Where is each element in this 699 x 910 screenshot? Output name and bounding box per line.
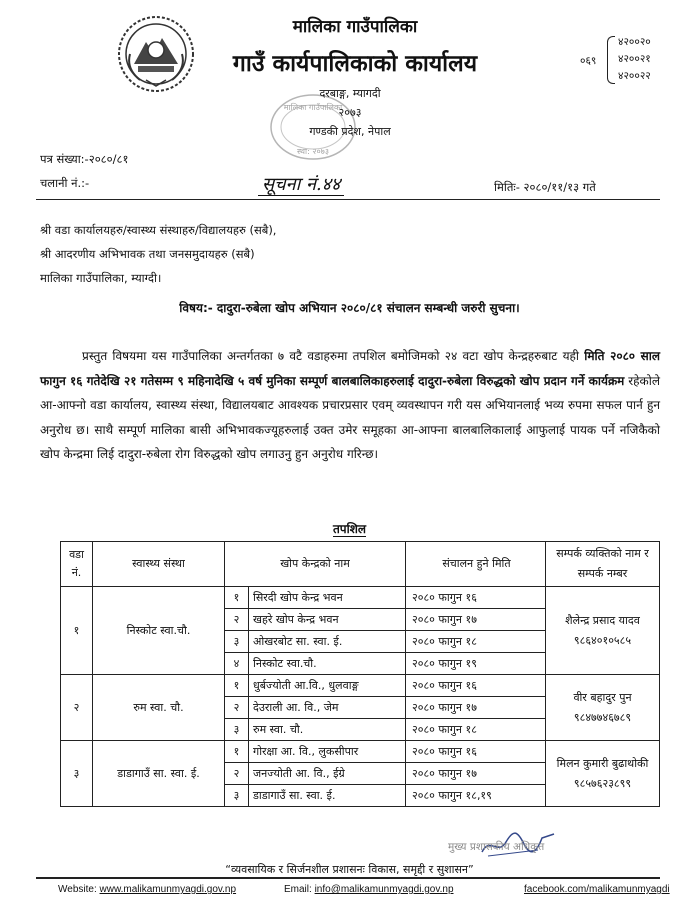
email-label: Email: <box>284 884 312 895</box>
center-name: ओखरबोट सा. स्वा. ई. <box>249 631 406 653</box>
ward-number: १ <box>61 587 93 675</box>
header-ward: वडा नं. <box>61 542 93 587</box>
health-institution: निस्कोट स्वा.चौ. <box>93 587 225 675</box>
government-emblem-icon <box>116 14 196 94</box>
serial-number: ३ <box>225 785 249 807</box>
body-text-part2: रहेकोले आ-आफ्नो वडा कार्यालय, स्वास्थ्य संस्था, विद्यालयबाट आवश्यक प्रचारप्रसार एवम् व्यवस्थापन गरी यस अभियानलाई भव्य रुपमा सफल पार्न हुन अनुरोध छ। साथै सम्पूर्ण मालिका बासी अभिभावकज्यूहरुलाई उक्त उमेर समूहका आ-आफ्ना बालबालिकालाई आफुलाई पायक पर्ने नजिकैको खोप केन्द्रमा लिई दादुरा-रुबेला रोग विरुद्धको खोप लगाउनु हुन अनुरोध गरिन्छ। <box>40 373 660 461</box>
session-date: २०८० फागुन १६ <box>406 741 546 763</box>
office-name: गाउँ कार्यपालिकाको कार्यालय <box>232 51 478 77</box>
notice-number <box>258 172 344 196</box>
website-label: Website: <box>58 884 97 895</box>
table-row <box>61 741 660 763</box>
center-name: देउराली आ. वि., जेम <box>249 697 406 719</box>
center-name: गोरक्षा आ. वि., लुकसीपार <box>249 741 406 763</box>
website-link[interactable]: www.malikamunmyagdi.gov.np <box>99 884 237 895</box>
letter-number: पत्र संख्या:-२०८०/८१ <box>40 152 129 166</box>
phone-prefix: ०६९ <box>580 55 597 67</box>
contact-phone: ९८६४०१०५८५ <box>573 633 632 647</box>
serial-number: ३ <box>225 719 249 741</box>
footer-divider <box>36 877 660 879</box>
health-institution: डाडागाउँ सा. स्वा. ई. <box>93 741 225 807</box>
serial-number: १ <box>225 675 249 697</box>
facebook-link[interactable]: facebook.com/malikamunmyagdi <box>524 884 670 895</box>
serial-number: ३ <box>225 631 249 653</box>
contact-name: शैलेन्द्र प्रसाद यादव <box>565 613 640 627</box>
address-line-2: २०७३ <box>338 106 362 119</box>
session-date: २०८० फागुन १७ <box>406 763 546 785</box>
header-center: खोप केन्द्रको नाम <box>225 542 406 587</box>
center-name: डाडागाउँ सा. स्वा. ई. <box>249 785 406 807</box>
table-title <box>0 520 699 537</box>
notice-number-text: सूचना नं.४४ <box>258 174 344 196</box>
footer-facebook <box>524 884 670 895</box>
center-name: रुम स्वा. चौ. <box>249 719 406 741</box>
seal-year: स्था: २०७३ <box>296 147 330 156</box>
table-header-row <box>61 542 660 587</box>
contact-cell <box>546 741 660 807</box>
body-text-part1: प्रस्तुत विषयमा यस गाउँपालिका अन्तर्गतका ७ वटै वडाहरुमा तपशिल बमोजिमको २४ वटा खोप केन्द्रहरुबाट यही <box>82 349 585 363</box>
recipient-line: श्री आदरणीय अभिभावक तथा जनसमुदायहरु (सबै) <box>40 247 255 261</box>
recipient-line: श्री वडा कार्यालयहरु/स्वास्थ्य संस्थाहरु/विद्यालयहरु (सबै), <box>40 223 277 237</box>
table-row <box>61 587 660 609</box>
center-name: निस्कोट स्वा.चौ. <box>249 653 406 675</box>
header-institution: स्वास्थ्य संस्था <box>93 542 225 587</box>
ward-number: ३ <box>61 741 93 807</box>
header-date: संचालन हुने मिति <box>406 542 546 587</box>
center-name: सिरदी खोप केन्द्र भवन <box>249 587 406 609</box>
center-name: खहरे खोप केन्द्र भवन <box>249 609 406 631</box>
phone-brace <box>607 36 615 84</box>
phone-number: ४२००२२ <box>618 70 651 82</box>
serial-number: ४ <box>225 653 249 675</box>
session-date: २०८० फागुन १९ <box>406 653 546 675</box>
header-contact: सम्पर्क व्यक्तिको नाम र सम्पर्क नम्बर <box>546 542 660 587</box>
center-name: धुर्बज्योती आ.वि., धुलवाङ्ग <box>249 675 406 697</box>
contact-phone: ९८५७६२३८९९ <box>573 776 632 790</box>
body-text-bold: मिति २०८० साल फागुन १६ गतेदेखि २१ गतेसम्म ९ महिनादेखि ५ वर्ष मुनिका सम्पूर्ण बालबालिकाहरुलाई दादुरा-रुबेला विरुद्धको खोप प्रदान गर्ने कार्यक्रम <box>40 349 661 388</box>
contact-name: मिलन कुमारी बुढाथोकी <box>556 756 649 770</box>
body-paragraph <box>40 344 660 467</box>
session-date: २०८० फागुन १६ <box>406 587 546 609</box>
session-date: २०८० फागुन १८ <box>406 631 546 653</box>
org-name: मालिका गाउँपालिका <box>292 17 418 37</box>
serial-number: १ <box>225 741 249 763</box>
address-line-3: गण्डकी प्रदेश, नेपाल <box>309 125 391 138</box>
stamp-text: मुख्य प्रशासकीय अधिकृत <box>448 841 545 853</box>
health-institution: रुम स्वा. चौ. <box>93 675 225 741</box>
contact-cell <box>546 675 660 741</box>
dispatch-number: चलानी नं.:- <box>40 176 90 190</box>
footer-website <box>58 884 236 895</box>
phone-number: ४२००२१ <box>618 53 651 65</box>
divider <box>36 199 660 200</box>
serial-number: १ <box>225 587 249 609</box>
session-date: २०८० फागुन १७ <box>406 697 546 719</box>
letter-date: मितिः- २०८०/११/१३ गते <box>494 180 596 194</box>
table-title-text: तपशिल <box>332 522 367 536</box>
recipients <box>40 218 276 290</box>
contact-cell <box>546 587 660 675</box>
seal-text: मालिका गाउँपालिका <box>283 103 343 112</box>
motto: “व्यवसायिक र सिर्जनशील प्रशासनः विकास, समृद्दी र सुशासन” <box>225 863 474 876</box>
subject-line: विषय:- दादुरा-रुबेला खोप अभियान २०८०/८१ संचालन सम्बन्धी जरुरी सुचना। <box>179 301 520 315</box>
serial-number: २ <box>225 697 249 719</box>
ward-number: २ <box>61 675 93 741</box>
footer-email <box>284 884 454 895</box>
serial-number: २ <box>225 609 249 631</box>
contact-phone: ९८४७७४६७८९ <box>573 710 632 724</box>
table-row <box>61 675 660 697</box>
session-date: २०८० फागुन १८,१९ <box>406 785 546 807</box>
schedule-table <box>60 541 660 807</box>
contact-name: वीर बहादुर पुन <box>573 690 632 704</box>
session-date: २०८० फागुन १७ <box>406 609 546 631</box>
phone-number: ४२००२० <box>618 36 651 48</box>
recipient-line: मालिका गाउँपालिका, म्याग्दी। <box>40 271 162 285</box>
serial-number: २ <box>225 763 249 785</box>
session-date: २०८० फागुन १८ <box>406 719 546 741</box>
address-line-1: दरबाङ्ग, म्यागदी <box>319 87 381 100</box>
center-name: जनज्योती आ. वि., ईग्रे <box>249 763 406 785</box>
session-date: २०८० फागुन १६ <box>406 675 546 697</box>
email-link[interactable]: info@malikamunmyagdi.gov.np <box>314 884 454 895</box>
